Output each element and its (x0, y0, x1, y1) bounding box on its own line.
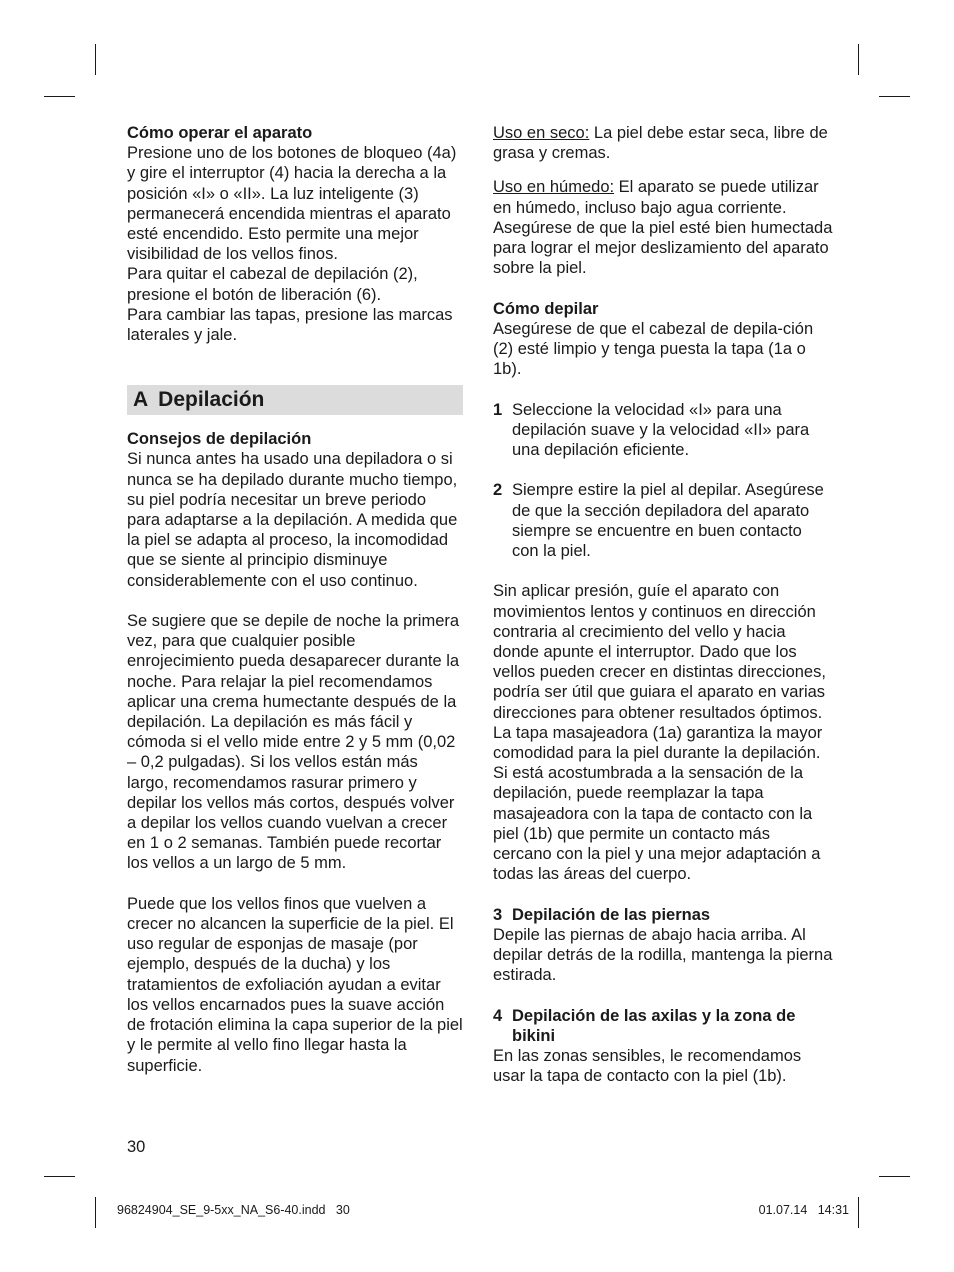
step-text: Seleccione la velocidad «I» para una depilación suave y la velocidad «II» para una depilación eficiente. (512, 400, 810, 460)
operate-paragraph: Presione uno de los botones de bloqueo (4a) y gire el interruptor (4) hacia la derecha a la posición «I» o «II». La luz inteligente (3) permanecerá encendida mientras el aparato esté encendido. Esto permite una mejor visibilidad de los vellos finos. (127, 144, 457, 264)
night-paragraph: Se sugiere que se depile de noche la primera vez, para que cualquier posible enrojecimiento pueda desaparecer durante la noche. Para relajar la piel recomendamos aplicar una crema humectante después de la depilación. La depilación es más fácil y cómoda si el vello mide entre 2 y 5 mm (0,02 – 0,2 pulgadas). Si los vellos están más largo, recomendamos rasurar primero y depilar los vellos más cortos, después volver a depilar los vellos cuando vuelvan a crecer en 1 o 2 semanas. También puede recortar los vellos a un largo de 5 mm. (127, 612, 460, 873)
tips-heading: Consejos de depilación (127, 430, 312, 449)
legs-paragraph: Depile las piernas de abajo hacia arriba. Al depilar detrás de la rodilla, mantenga la pierna estirada. (493, 925, 833, 985)
step-2 (493, 480, 833, 561)
legs-heading (493, 905, 833, 925)
fine-hair-paragraph: Puede que los vellos finos que vuelven a crecer no alcancen la superficie de la piel. El uso regular de esponjas de masaje (por ejemplo, después de la ducha) y los tratamientos de exfoliación ayudan a evitar los vellos encarnados pues la suave acción de frotación elimina la capa superior de la piel y le permite al vello fino llegar hasta la superficie. (127, 894, 463, 1075)
wet-use-paragraph (493, 177, 833, 278)
legs-number: 3 (493, 905, 503, 924)
left-column (127, 123, 463, 1076)
crop-mark (858, 44, 859, 75)
crop-mark (879, 96, 910, 97)
section-heading-depilacion (127, 385, 463, 415)
operate-change-caps: Para cambiar las tapas, presione las marcas laterales y jale. (127, 305, 453, 345)
how-paragraph: Asegúrese de que el cabezal de depila-ción (2) esté limpio y tenga puesta la tapa (1a o 1b). (493, 319, 814, 379)
file-slug: 96824904_SE_9-5xx_NA_S6-40.indd 30 (117, 1203, 350, 1217)
crop-mark (44, 1176, 75, 1177)
wet-use-text: El aparato se puede utilizar en húmedo, incluso bajo agua corriente. Asegúrese de que la piel esté bien humectada para lograr el mejor deslizamiento del aparato sobre la piel. (493, 178, 833, 278)
step-number: 1 (493, 400, 503, 419)
section-letter: A (133, 388, 149, 412)
underarm-heading-text: Depilación de las axilas y la zona de bikini (512, 1006, 796, 1045)
step-text: Siempre estire la piel al depilar. Asegúrese de que la sección depiladora del aparato siempre se encuentre en buen contacto con la piel. (512, 481, 824, 561)
wet-use-label: Uso en húmedo: (493, 178, 615, 197)
right-column (493, 123, 833, 1086)
dry-use-text: La piel debe estar seca, libre de grasa y cremas. (493, 124, 828, 163)
crop-mark (95, 44, 96, 75)
tips-paragraph: Si nunca antes ha usado una depiladora o si nunca se ha depilado durante mucho tiempo, su piel podría necesitar un breve periodo para adaptarse a la depilación. A medida que la piel se adapta al proceso, la incomodidad que se siente al principio disminuye considerablemente con el uso continuo. (127, 450, 458, 590)
step-number: 2 (493, 481, 503, 500)
page-number: 30 (127, 1138, 146, 1156)
underarm-heading (493, 1006, 833, 1046)
crop-mark (879, 1176, 910, 1177)
operate-remove-head: Para quitar el cabezal de depilación (2), presione el botón de liberación (6). (127, 265, 418, 304)
step-1 (493, 400, 833, 461)
date-slug: 01.07.14 14:31 (758, 1203, 849, 1217)
underarm-paragraph: En las zonas sensibles, le recomendamos usar la tapa de contacto con la piel (1b). (493, 1047, 802, 1086)
section-title: Depilación (158, 388, 265, 412)
operate-heading: Cómo operar el aparato (127, 124, 313, 142)
how-heading: Cómo depilar (493, 299, 599, 318)
dry-use-paragraph (493, 123, 833, 163)
underarm-number: 4 (493, 1006, 503, 1025)
crop-mark (858, 1197, 859, 1228)
legs-heading-text: Depilación de las piernas (512, 905, 711, 924)
crop-mark (44, 96, 75, 97)
crop-mark (95, 1197, 96, 1228)
dry-use-label: Uso en seco: (493, 124, 590, 142)
pressure-paragraph: Sin aplicar presión, guíe el aparato con movimientos lentos y continuos en dirección contraria al crecimiento del vello y hacia donde apunte el interruptor. Dado que los vellos pueden crecer en distintas direcciones, podría ser útil que guiara el aparato en varias direcciones para obtener resultados óptimos. La tapa masajeadora (1a) garantiza la mayor comodidad para la piel durante la depilación. Si está acostumbrada a la sensación de la depilación, puede reemplazar la tapa masajeadora con la tapa de contacto con la piel (1b) que permite un contacto más cercano con la piel y una mejor adaptación a todas las áreas del cuerpo. (493, 582, 826, 884)
